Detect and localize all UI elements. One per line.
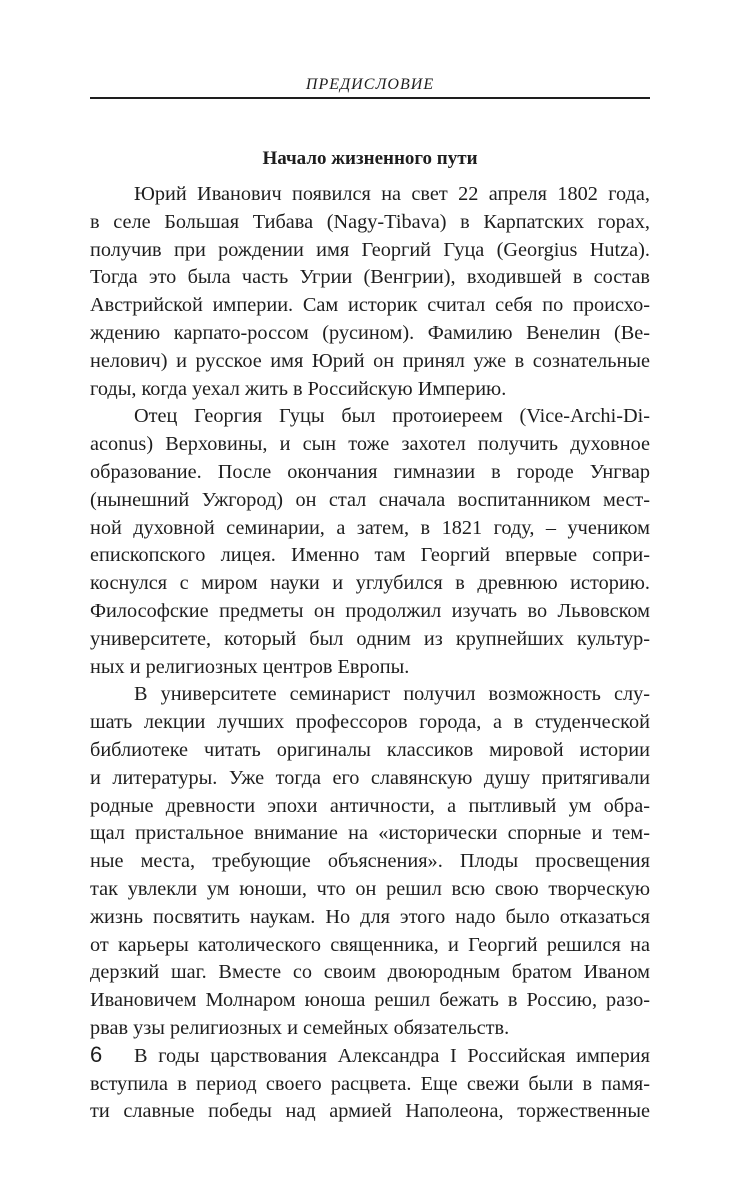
paragraph bbox=[90, 181, 650, 403]
text-line: Ивановичем Молнаром юноша решил бежать в Россию, разо- bbox=[90, 989, 650, 1012]
text-line: университете, который был одним из крупнейших культур- bbox=[90, 627, 650, 650]
text-line: ждению карпато-россом (русином). Фамилию Венелин (Ве- bbox=[90, 321, 650, 344]
text-line: библиотеке читать оригиналы классиков мировой истории bbox=[90, 738, 650, 761]
page-number: 6 bbox=[90, 1042, 103, 1067]
text-line: В годы царствования Александра I Российская империя bbox=[134, 1044, 650, 1067]
paragraph bbox=[90, 1043, 650, 1126]
text-line: ной духовной семинарии, а затем, в 1821 году, – учеником bbox=[90, 516, 650, 539]
text-line: образование. После окончания гимназии в городе Унгвар bbox=[90, 460, 650, 483]
text-line: родные древности эпохи античности, а пытливый ум обра- bbox=[90, 794, 650, 817]
text-line: Австрийской империи. Сам историк считал себя по происхо- bbox=[90, 294, 650, 317]
text-line: aconus) Верховины, и сын тоже захотел получить духовное bbox=[90, 433, 650, 456]
section-title: Начало жизненного пути bbox=[262, 148, 478, 169]
text-line: жизнь посвятить наукам. Но для этого надо было отказаться bbox=[90, 905, 650, 928]
text-line: годы, когда уехал жить в Российскую Империю. bbox=[90, 377, 507, 400]
text-line: Отец Георгия Гуцы был протоиереем (Vice-Archi-Di- bbox=[134, 405, 650, 428]
text-line: вступила в период своего расцвета. Еще свежи были в памя- bbox=[90, 1072, 650, 1095]
text-line: Философские предметы он продолжил изучать во Львовском bbox=[90, 599, 650, 622]
text-line: нелович) и русское имя Юрий он принял уже в сознательные bbox=[90, 349, 650, 372]
text-line: дерзкий шаг. Вместе со своим двоюродным братом Иваном bbox=[90, 961, 650, 984]
text-line: Тогда это была часть Угрии (Венгрии), входившей в состав bbox=[90, 266, 650, 289]
paragraph bbox=[90, 681, 650, 1042]
text-line: рвав узы религиозных и семейных обязательств. bbox=[90, 1016, 510, 1039]
text-line: В университете семинарист получил возможность слу- bbox=[134, 683, 650, 706]
text-line: так увлекли ум юноши, что он решил всю свою творческую bbox=[90, 877, 650, 900]
text-line: получив при рождении имя Георгий Гуца (Georgius Hutza). bbox=[90, 238, 650, 261]
text-line: Юрий Иванович появился на свет 22 апреля 1802 года, bbox=[134, 183, 650, 205]
text-line: ти славные победы над армией Наполеона, торжественные bbox=[90, 1100, 650, 1123]
text-line: в селе Большая Тибава (Nagy-Tibava) в Карпатских горах, bbox=[90, 210, 650, 233]
paragraph bbox=[90, 403, 650, 681]
text-line: и литературы. Уже тогда его славянскую душу притягивали bbox=[90, 766, 650, 789]
text-line: коснулся с миром науки и углубился в древнюю историю. bbox=[90, 572, 650, 595]
text-line: епископского лицея. Именно там Георгий впервые сопри- bbox=[90, 544, 650, 567]
body-text bbox=[90, 181, 650, 1126]
text-line: щал пристальное внимание на «исторически спорные и тем- bbox=[90, 822, 650, 845]
text-line: (нынешний Ужгород) он стал сначала воспитанником мест- bbox=[90, 488, 650, 511]
text-line: от карьеры католического священника, и Георгий решился на bbox=[90, 933, 650, 956]
text-line: ные места, требующие объяснения». Плоды просвещения bbox=[90, 850, 650, 873]
text-line: ных и религиозных центров Европы. bbox=[90, 655, 410, 678]
text-line: шать лекции лучших профессоров города, а в студенческой bbox=[90, 711, 650, 734]
header-rule bbox=[90, 97, 650, 99]
running-head: ПРЕДИСЛОВИЕ bbox=[305, 76, 435, 93]
